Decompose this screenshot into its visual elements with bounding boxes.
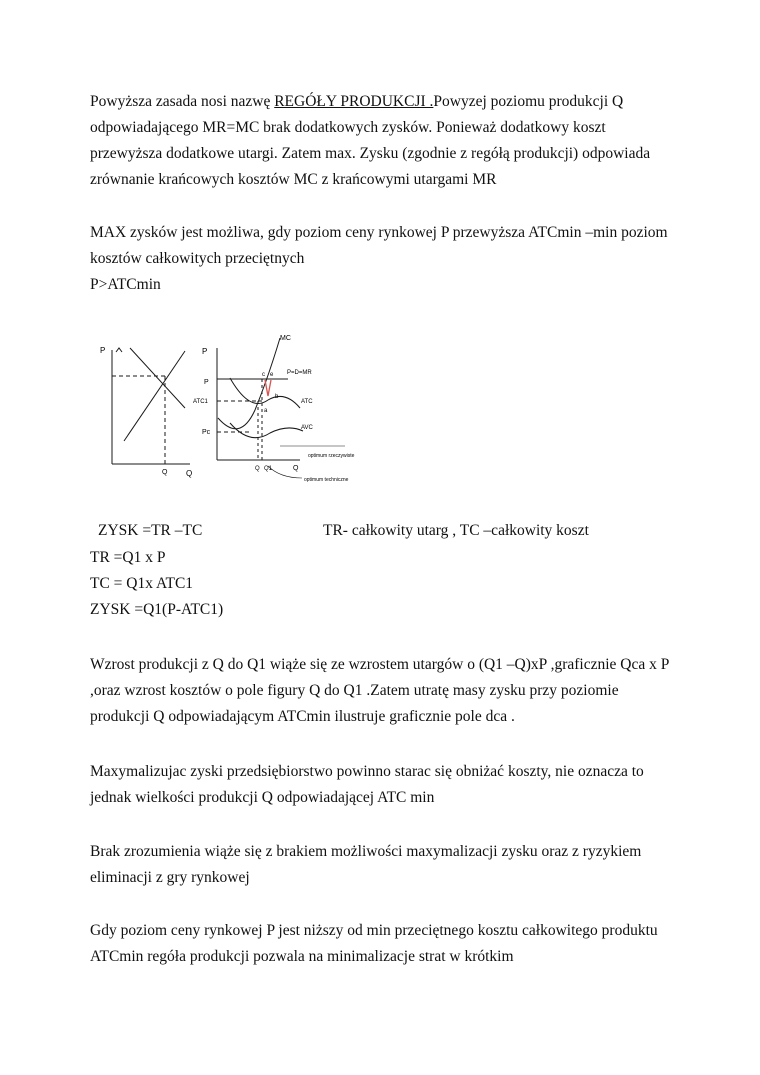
- profit-loss-highlight: [265, 380, 271, 396]
- text-line: kosztów całkowitych przeciętnych: [90, 250, 305, 267]
- point-b-label: b: [275, 394, 279, 400]
- text-line: odpowiadającego MR=MC brak dodatkowych zysków. Ponieważ dodatkowy koszt: [90, 119, 606, 136]
- text-segment: Powyzej poziomu produkcji Q: [433, 93, 624, 110]
- point-e-label: e: [270, 372, 274, 378]
- price-line-label: P=D=MR: [287, 370, 312, 376]
- text-line: ATCmin regóła produkcji pozwala na minimalizacje strat w krótkim: [90, 948, 514, 965]
- left-q-tick: Q: [162, 469, 168, 476]
- avc-label: AVC: [301, 425, 313, 431]
- p-level-label: P: [204, 379, 209, 386]
- note-optimum-tech: optimum techniczne: [304, 477, 349, 483]
- paragraph-misunderstanding: [90, 839, 690, 891]
- atc-label: ATC: [301, 399, 313, 405]
- text-line: przewyższa dodatkowe utargi. Zatem max. Zysku (zgodnie z regółą produkcji) odpowiada: [90, 145, 651, 162]
- text-line: jednak wielkości produkcji Q odpowiadającej ATC min: [90, 789, 435, 806]
- paragraph-low-price: [90, 918, 690, 970]
- q1-axis-label: Q1: [264, 466, 273, 472]
- point-c-label: c: [262, 372, 265, 378]
- cost-curves-figure: [90, 328, 380, 490]
- text-line: Brak zrozumienia wiąże się z brakiem możliwości maxymalizacji zysku oraz z ryzykiem: [90, 843, 642, 860]
- avc-curve: [230, 423, 303, 438]
- text-segment: Powyższa zasada nosi nazwę: [90, 93, 275, 110]
- formula-zysk: ZYSK =TR –TC: [98, 522, 203, 539]
- atc1-level-label: ATC1: [193, 399, 208, 405]
- paragraph-max-profit: [90, 220, 690, 298]
- paragraph-growth: [90, 652, 690, 730]
- formula-zysk2: ZYSK =Q1(P-ATC1): [90, 601, 224, 618]
- right-x-label: Q: [293, 465, 299, 472]
- q-axis-label: Q: [255, 466, 260, 472]
- left-x-label: Q: [186, 469, 193, 478]
- left-y-label: P: [100, 346, 106, 355]
- text-line: P>ATCmin: [90, 276, 161, 293]
- text-line: produkcji Q odpowiadającym ATCmin ilustruje graficznie pole dca .: [90, 708, 515, 725]
- paragraph-production-rule: [90, 89, 690, 193]
- text-line: MAX zysków jest możliwa, gdy poziom ceny rynkowej P przewyższa ATCmin –min poziom: [90, 224, 668, 241]
- formula-tr: TR =Q1 x P: [90, 549, 166, 566]
- text-line: ,oraz wzrost kosztów o pole figury Q do Q1 .Zatem utratę masy zysku przy poziomie: [90, 682, 619, 699]
- supply-line: [124, 351, 185, 441]
- right-y-label: P: [202, 347, 208, 356]
- arrow-icon: [116, 348, 122, 352]
- text-line: [90, 89, 690, 115]
- text-line: zrównanie krańcowych kosztów MC z krańcowymi utargami MR: [90, 171, 497, 188]
- text-line: Wzrost produkcji z Q do Q1 wiąże się ze wzrostem utargów o (Q1 –Q)xP ,graficznie Qca x P: [90, 656, 670, 673]
- note-optimum-real: optimum rzeczywiste: [308, 453, 355, 459]
- rule-name-underlined: REGÓŁY PRODUKCJI .: [274, 93, 434, 110]
- formula-tc: TC = Q1x ATC1: [90, 575, 194, 592]
- formula-legend: TR- całkowity utarg , TC –całkowity koszt: [323, 522, 589, 539]
- mc-label: MC: [280, 335, 291, 342]
- text-line: eliminacji z gry rynkowej: [90, 869, 250, 886]
- demand-line: [130, 348, 185, 408]
- pc-level-label: Pc: [202, 429, 211, 436]
- text-line: Gdy poziom ceny rynkowej P jest niższy od min przeciętnego kosztu całkowitego produktu: [90, 922, 658, 939]
- text-line: Maxymalizujac zyski przedsiębiorstwo powinno starac się obniżać koszty, nie oznacza to: [90, 763, 644, 780]
- paragraph-cost-reduction: [90, 759, 690, 811]
- left-graph: [112, 348, 190, 464]
- point-a-label: a: [264, 408, 268, 414]
